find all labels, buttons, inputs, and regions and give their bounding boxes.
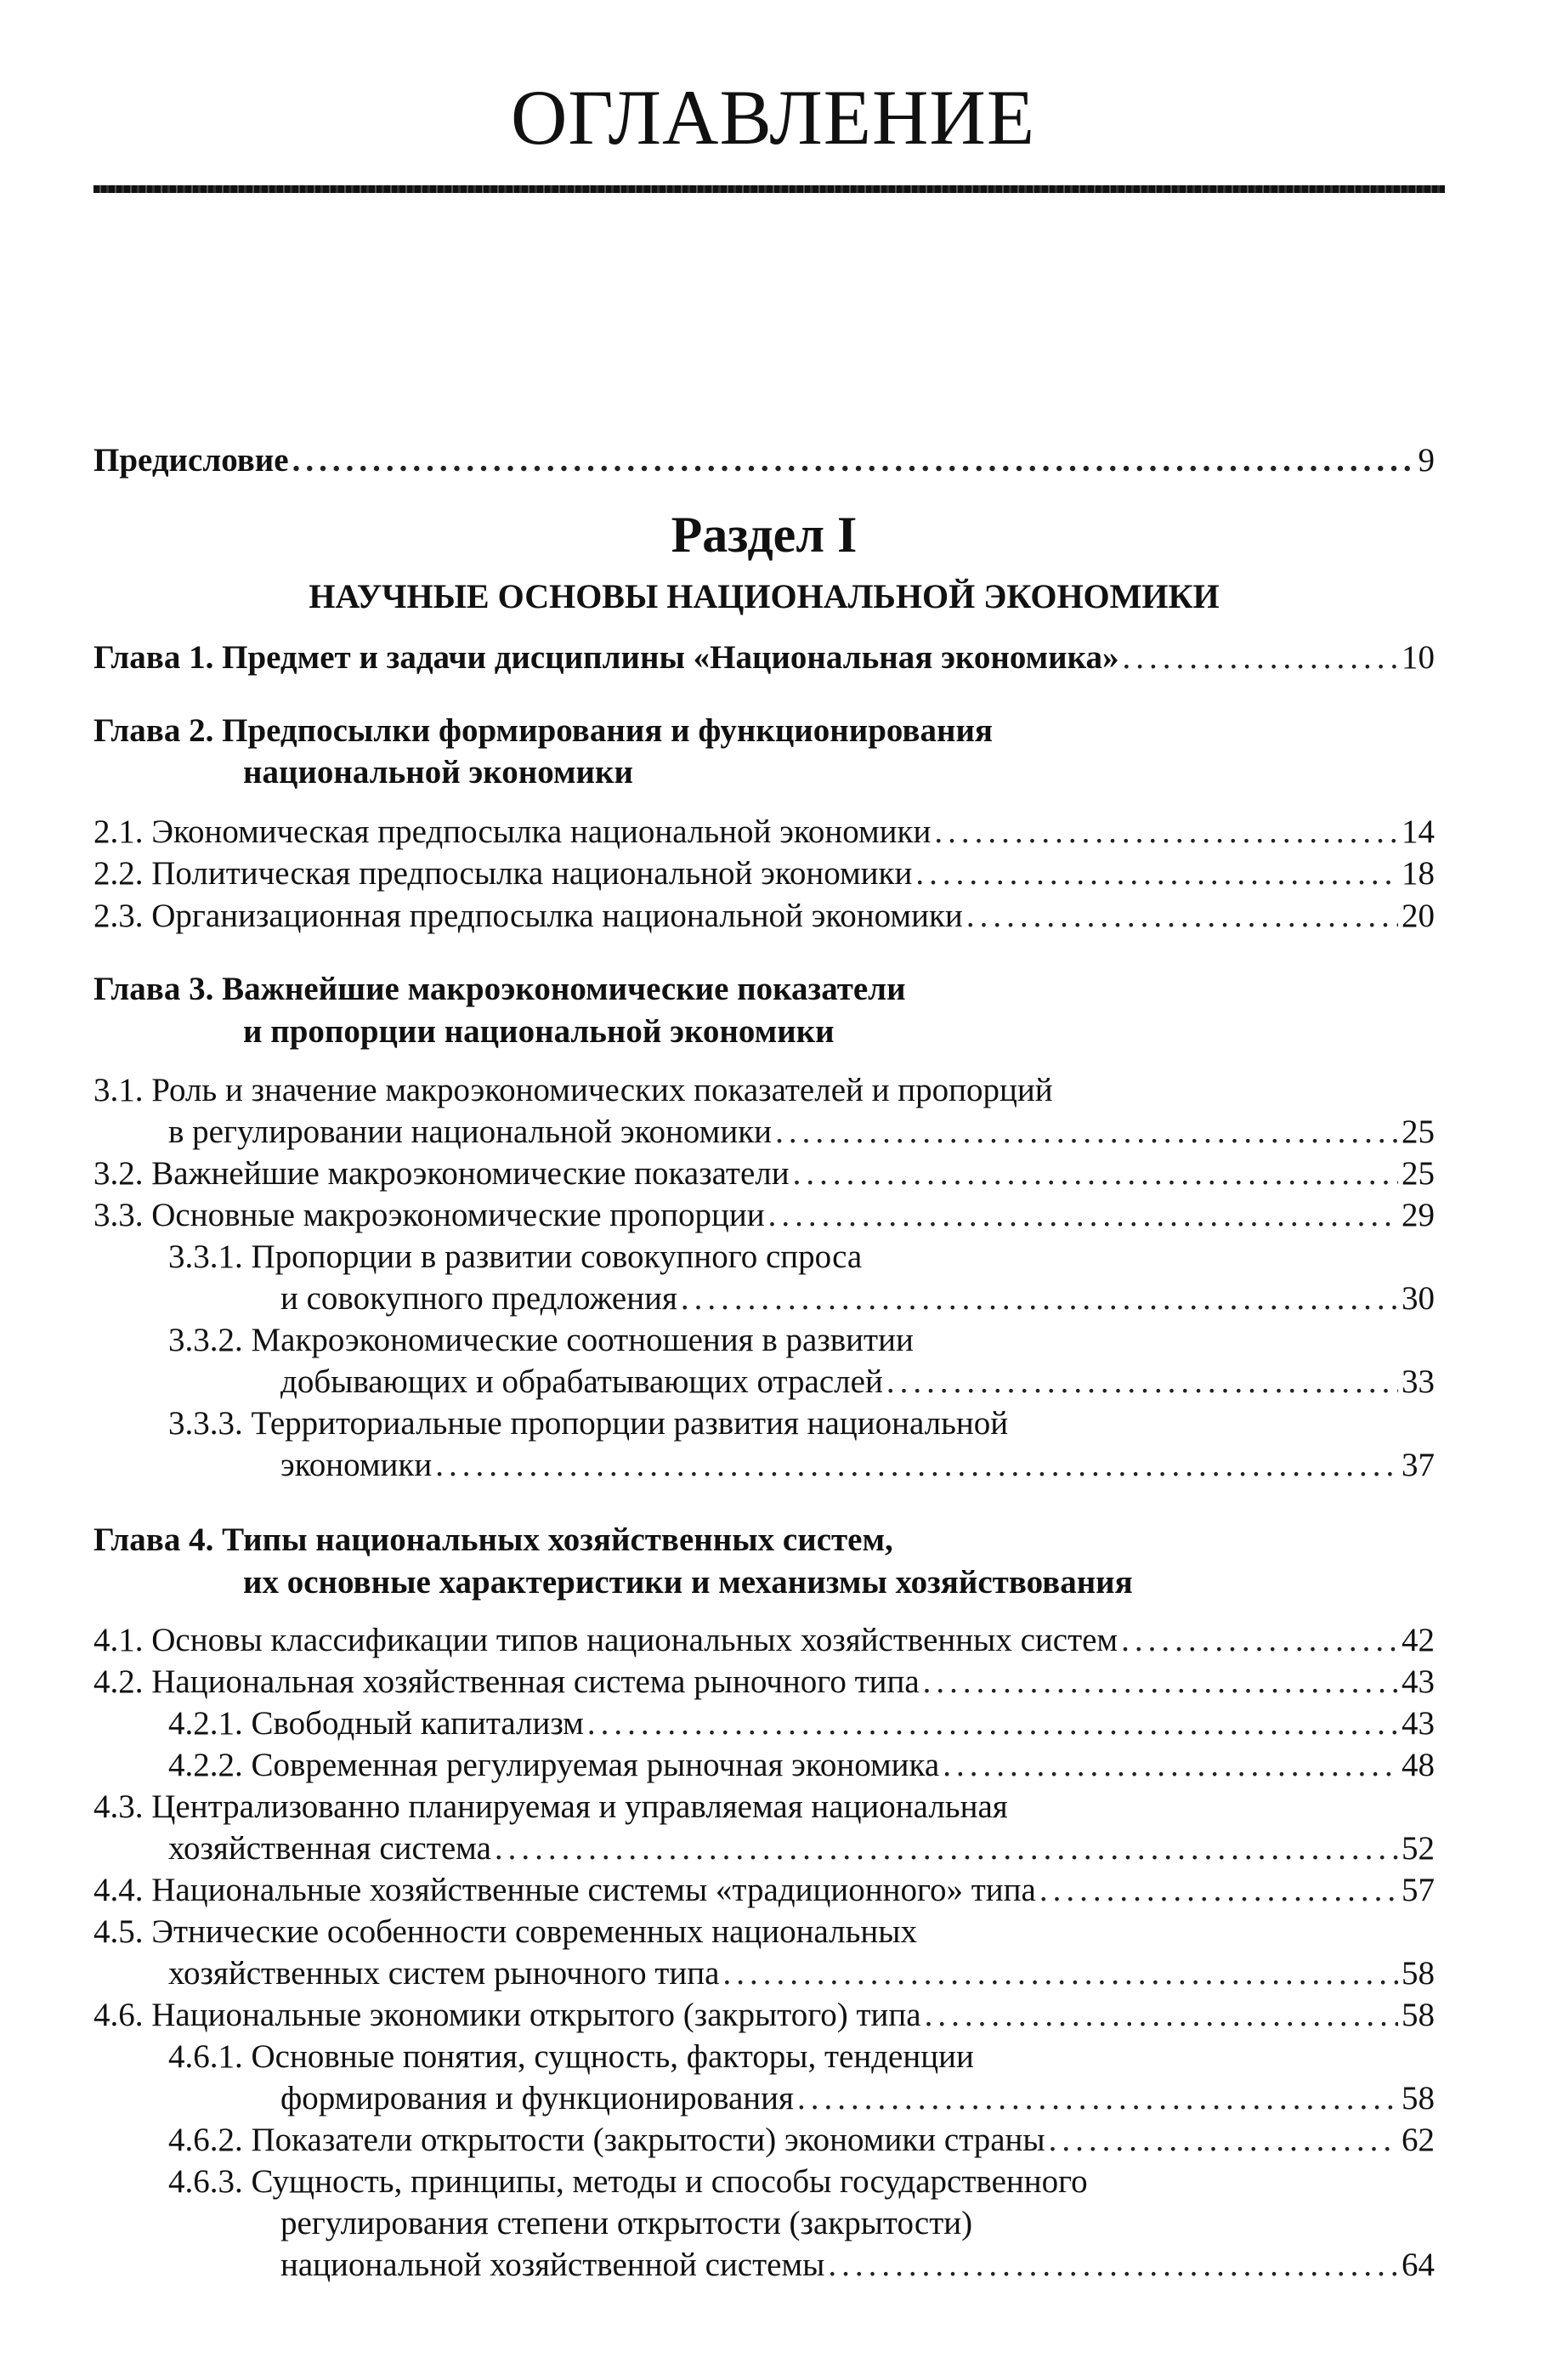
entry-label: Важнейшие макроэкономические показатели <box>151 1155 790 1192</box>
section-subtitle: НАУЧНЫЕ ОСНОВЫ НАЦИОНАЛЬНОЙ ЭКОНОМИКИ <box>309 577 1220 615</box>
entry-number: 2.3. <box>93 898 144 934</box>
toc-entry-4-2-2[interactable] <box>93 1745 1435 1786</box>
leader-dots <box>768 1195 1398 1236</box>
toc-entry-3-3-2[interactable] <box>93 1362 1435 1402</box>
toc-entry-3-3-3-line1[interactable] <box>93 1403 1435 1444</box>
toc-entry-4-6[interactable] <box>93 1995 1435 2036</box>
leader-dots <box>722 1953 1398 1994</box>
page-number: 64 <box>1402 2247 1435 2283</box>
entry-label: Этнические особенности современных национальных <box>151 1913 917 1950</box>
toc-entry-4-1[interactable] <box>93 1620 1435 1661</box>
leader-dots <box>797 2078 1398 2119</box>
chapter-4-heading[interactable]: Глава 4. Типы национальных хозяйственных систем, <box>93 1522 893 1558</box>
toc-entry-3-3-1-line1[interactable] <box>93 1237 1435 1278</box>
entry-number: 2.2. <box>93 855 144 892</box>
page-number: 10 <box>1402 639 1435 676</box>
toc-entry-3-1[interactable] <box>93 1112 1435 1153</box>
toc-entry-2-1[interactable] <box>93 812 1435 853</box>
entry-number: 3.3. <box>93 1197 144 1233</box>
page-number: 30 <box>1402 1280 1435 1317</box>
entry-label-cont: хозяйственная система <box>168 1830 491 1867</box>
entry-label: Пропорции в развитии совокупного спроса <box>251 1238 863 1275</box>
toc-entry-4-6-1[interactable] <box>93 2078 1435 2119</box>
entry-number: 4.1. <box>93 1622 144 1658</box>
entry-label: Макроэкономические соотношения в развитии <box>251 1322 914 1358</box>
entry-number: 4.2. <box>93 1663 144 1700</box>
page-number: 37 <box>1402 1447 1435 1483</box>
entry-label-cont: хозяйственных систем рыночного типа <box>168 1955 720 1992</box>
toc-entry-4-4[interactable] <box>93 1870 1435 1911</box>
entry-label: Свободный капитализм <box>251 1705 584 1742</box>
leader-dots <box>1121 1620 1398 1661</box>
page-number: 33 <box>1402 1363 1435 1400</box>
entry-label: Экономическая предпосылка национальной экономики <box>151 813 932 850</box>
entry-label-cont: в регулировании национальной экономики <box>168 1114 773 1150</box>
leader-dots <box>793 1153 1398 1194</box>
entry-number: 3.2. <box>93 1155 144 1192</box>
entry-label: Основные макроэкономические пропорции <box>151 1197 765 1233</box>
toc-entry-3-1-line1[interactable] <box>93 1070 1435 1111</box>
leader-dots <box>966 896 1398 937</box>
entry-label: Национальные экономики открытого (закрытого) типа <box>151 1997 921 2033</box>
toc-entry-3-3-1[interactable] <box>93 1278 1435 1319</box>
entry-number: 4.4. <box>93 1872 144 1908</box>
leader-dots <box>435 1445 1398 1486</box>
entry-label: Основные понятия, сущность, факторы, тенденции <box>251 2038 974 2075</box>
leader-dots <box>681 1278 1398 1319</box>
toc-entry-4-6-3-line2: регулирования степени открытости (закрытости) <box>280 2205 973 2241</box>
leader-dots <box>943 1745 1398 1786</box>
toc-entry-preface[interactable] <box>93 440 1435 481</box>
entry-label: Политическая предпосылка национальной экономики <box>151 855 913 892</box>
page-number: 43 <box>1402 1663 1435 1700</box>
toc-entry-4-6-3-line1[interactable] <box>93 2162 1435 2202</box>
page-number: 43 <box>1402 1705 1435 1742</box>
leader-dots <box>934 812 1398 853</box>
leader-dots <box>587 1703 1398 1744</box>
page-number: 48 <box>1402 1747 1435 1783</box>
page-number: 29 <box>1402 1197 1435 1233</box>
toc-entry-4-5-line1[interactable] <box>93 1912 1435 1952</box>
entry-number: 4.2.1. <box>168 1705 243 1742</box>
page-number: 25 <box>1402 1155 1435 1192</box>
entry-number: 3.3.3. <box>168 1405 243 1442</box>
entry-number: 2.1. <box>93 813 144 850</box>
page-number: 18 <box>1402 855 1435 892</box>
page-number: 58 <box>1402 1955 1435 1992</box>
leader-dots <box>925 1995 1398 2036</box>
leader-dots <box>1049 2120 1398 2161</box>
chapter-2-heading-cont: национальной экономики <box>243 754 633 790</box>
section-title: Раздел I <box>671 507 858 563</box>
entry-number: 4.6.1. <box>168 2038 243 2075</box>
entry-label: Современная регулируемая рыночная экономика <box>251 1747 940 1783</box>
entry-label-cont: добывающих и обрабатывающих отраслей <box>280 1363 883 1400</box>
page-number: 52 <box>1402 1830 1435 1867</box>
page-number: 14 <box>1402 813 1435 850</box>
entry-number: 4.6.3. <box>168 2163 243 2200</box>
leader-dots <box>775 1112 1398 1153</box>
entry-label: Национальная хозяйственная система рыночного типа <box>151 1663 920 1700</box>
leader-dots <box>1039 1870 1398 1911</box>
entry-label: Глава 1. Предмет и задачи дисциплины «Национальная экономика» <box>93 639 1119 676</box>
page-number: 20 <box>1402 898 1435 934</box>
chapter-2-heading[interactable]: Глава 2. Предпосылки формирования и функционирования <box>93 712 994 749</box>
toc-entry-4-6-1-line1[interactable] <box>93 2037 1435 2077</box>
toc-entry-chapter-1[interactable] <box>93 638 1435 678</box>
leader-dots <box>886 1362 1398 1402</box>
entry-label-cont: и совокупного предложения <box>280 1280 677 1317</box>
entry-number: 3.1. <box>93 1072 144 1108</box>
toc-entry-4-2-1[interactable] <box>93 1703 1435 1744</box>
entry-label: Организационная предпосылка национальной экономики <box>151 898 963 934</box>
leader-dots <box>923 1662 1398 1703</box>
entry-number: 4.6.2. <box>168 2122 243 2158</box>
leader-dots <box>828 2245 1398 2286</box>
entry-number: 4.5. <box>93 1913 144 1950</box>
entry-label: Централизованно планируемая и управляемая национальная <box>151 1788 1008 1825</box>
toc-entry-4-3-line1[interactable] <box>93 1787 1435 1828</box>
chapter-4-heading-cont: их основные характеристики и механизмы хозяйствования <box>243 1564 1133 1601</box>
entry-label-cont: национальной хозяйственной системы <box>280 2247 825 2283</box>
leader-dots <box>292 440 1415 481</box>
title-rule <box>93 185 1445 193</box>
toc-entry-3-3[interactable] <box>93 1195 1435 1236</box>
entry-label: Роль и значение макроэкономических показателей и пропорций <box>151 1072 1053 1108</box>
page-number: 9 <box>1418 442 1435 479</box>
entry-label: Показатели открытости (закрытости) экономики страны <box>251 2122 1045 2158</box>
page-number: 58 <box>1402 1997 1435 2033</box>
chapter-3-heading[interactable]: Глава 3. Важнейшие макроэкономические показатели <box>93 971 906 1007</box>
page-number: 57 <box>1402 1872 1435 1908</box>
page-number: 62 <box>1402 2122 1435 2158</box>
entry-label: Основы классификации типов национальных хозяйственных систем <box>151 1622 1118 1658</box>
toc-entry-4-6-3[interactable] <box>93 2245 1435 2286</box>
chapter-3-heading-cont: и пропорции национальной экономики <box>243 1013 835 1050</box>
toc-entry-4-2[interactable] <box>93 1662 1435 1703</box>
leader-dots <box>495 1828 1398 1869</box>
entry-label: Территориальные пропорции развития национальной <box>251 1405 1009 1442</box>
entry-number: 4.6. <box>93 1997 144 2033</box>
page-number: 58 <box>1402 2080 1435 2116</box>
entry-label-cont: формирования и функционирования <box>280 2080 794 2116</box>
toc-entry-3-2[interactable] <box>93 1153 1435 1194</box>
entry-label: Предисловие <box>93 442 289 479</box>
toc-entry-2-3[interactable] <box>93 896 1435 937</box>
entry-number: 3.3.1. <box>168 1238 243 1275</box>
leader-dots <box>1123 638 1398 678</box>
page-number: 42 <box>1402 1622 1435 1658</box>
toc-entry-4-5[interactable] <box>93 1953 1435 1994</box>
page-title: ОГЛАВЛЕНИЕ <box>510 74 1036 161</box>
leader-dots <box>915 853 1398 894</box>
toc-entry-3-3-3[interactable] <box>93 1445 1435 1486</box>
entry-label: Национальные хозяйственные системы «традиционного» типа <box>151 1872 1036 1908</box>
page-number: 25 <box>1402 1114 1435 1150</box>
entry-number: 3.3.2. <box>168 1322 243 1358</box>
toc-entry-2-2[interactable] <box>93 853 1435 894</box>
entry-number: 4.2.2. <box>168 1747 243 1783</box>
toc-entry-4-6-2[interactable] <box>93 2120 1435 2161</box>
toc-entry-3-3-2-line1[interactable] <box>93 1320 1435 1361</box>
entry-number: 4.3. <box>93 1788 144 1825</box>
entry-label: Сущность, принципы, методы и способы государственного <box>251 2163 1088 2200</box>
entry-label-cont: экономики <box>280 1447 433 1483</box>
toc-entry-4-3[interactable] <box>93 1828 1435 1869</box>
